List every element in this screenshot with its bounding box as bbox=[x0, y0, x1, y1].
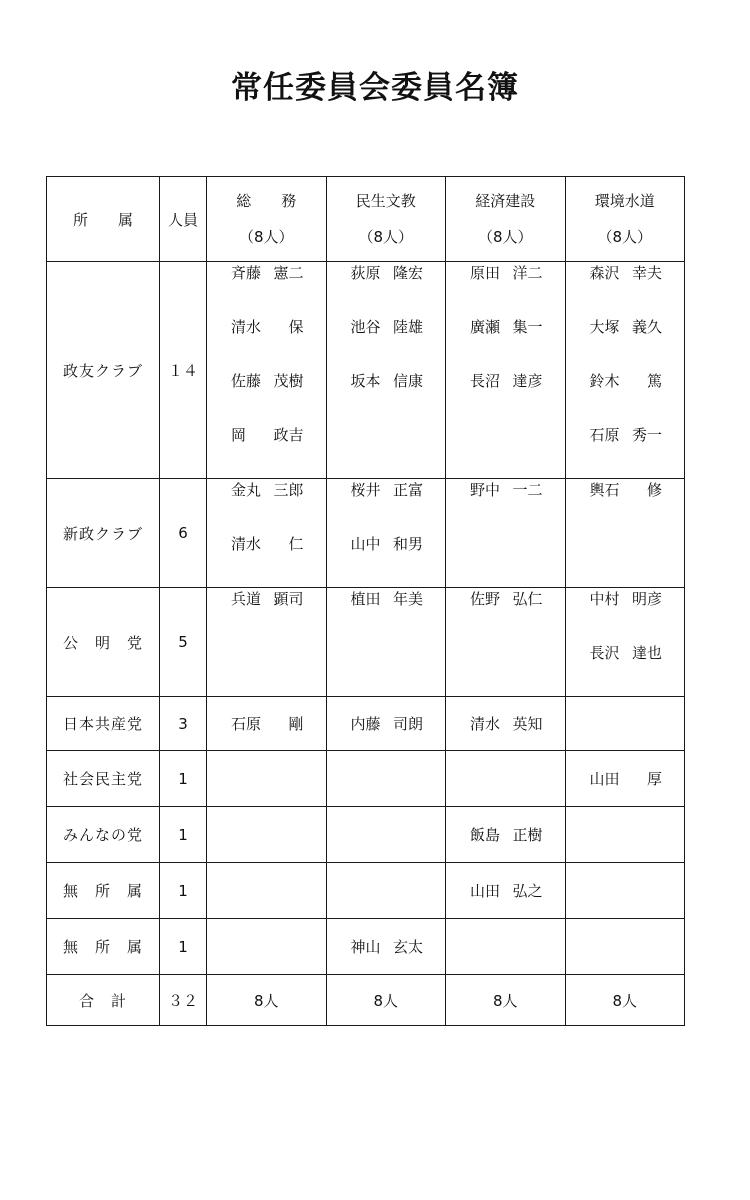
member-given-name: 茂樹 bbox=[273, 372, 304, 390]
member-surname: 佐野 bbox=[470, 590, 501, 608]
member-surname: 山中 bbox=[350, 535, 381, 553]
party-affiliation: 無 所 属 bbox=[47, 863, 160, 919]
committee-cell-minsei bbox=[326, 262, 446, 479]
committee-cell-somu bbox=[207, 919, 327, 975]
member-surname: 金丸 bbox=[231, 481, 262, 499]
member-surname: 山田 bbox=[589, 769, 620, 788]
header-affiliation-label: 所 属 bbox=[72, 210, 133, 229]
member-given-name: 三郎 bbox=[273, 481, 304, 499]
party-affiliation: 社会民主党 bbox=[47, 751, 160, 807]
committee-cell-kankyo bbox=[565, 751, 685, 807]
committee-size: （8人） bbox=[358, 228, 414, 246]
member-name bbox=[566, 588, 685, 642]
member-given-name: 秀一 bbox=[631, 426, 662, 444]
member-given-name: 司朗 bbox=[392, 714, 423, 733]
committee-cell-keizai bbox=[446, 863, 566, 919]
member-given-name: 明彦 bbox=[631, 590, 662, 608]
member-name bbox=[327, 479, 446, 533]
member-given-name: 弘仁 bbox=[512, 590, 543, 608]
member-surname: 荻原 bbox=[350, 264, 381, 282]
party-affiliation: 新政クラブ bbox=[47, 479, 160, 588]
committee-cell-somu bbox=[207, 588, 327, 697]
committee-size: （8人） bbox=[238, 228, 294, 246]
member-given-name: 政吉 bbox=[273, 426, 304, 444]
party-member-count: 1 bbox=[160, 807, 207, 863]
committee-roster-table bbox=[46, 176, 685, 1026]
total-committee-keizai: 8人 bbox=[446, 975, 566, 1026]
committee-name: 民生文教 bbox=[355, 192, 416, 210]
committee-name: 総 務 bbox=[236, 192, 297, 210]
total-count: ３２ bbox=[160, 975, 207, 1026]
committee-cell-kankyo bbox=[565, 863, 685, 919]
total-committee-somu: 8人 bbox=[207, 975, 327, 1026]
member-given-name: 信康 bbox=[392, 372, 423, 390]
committee-cell-keizai bbox=[446, 919, 566, 975]
member-given-name: 篤 bbox=[646, 372, 662, 390]
party-affiliation: みんなの党 bbox=[47, 807, 160, 863]
member-given-name: 義久 bbox=[631, 318, 662, 336]
party-row bbox=[47, 751, 685, 807]
member-surname: 山田 bbox=[470, 881, 501, 900]
member-given-name: 正樹 bbox=[512, 825, 543, 844]
header-count bbox=[160, 177, 207, 262]
member-name bbox=[327, 262, 446, 316]
header-committee-keizai bbox=[446, 177, 566, 262]
member-given-name: 英知 bbox=[512, 714, 543, 733]
committee-cell-somu bbox=[207, 751, 327, 807]
party-row bbox=[47, 919, 685, 975]
member-given-name: 厚 bbox=[646, 769, 662, 788]
committee-cell-somu bbox=[207, 863, 327, 919]
member-given-name: 玄太 bbox=[392, 937, 423, 956]
committee-name: 環境水道 bbox=[594, 192, 655, 210]
party-member-count: 3 bbox=[160, 697, 207, 751]
member-surname: 清水 bbox=[231, 318, 262, 336]
member-name bbox=[207, 479, 326, 533]
member-surname: 廣瀬 bbox=[470, 318, 501, 336]
member-surname: 佐藤 bbox=[231, 372, 262, 390]
member-given-name: 和男 bbox=[392, 535, 423, 553]
member-name bbox=[446, 262, 565, 316]
member-given-name: 弘之 bbox=[512, 881, 543, 900]
party-member-count: 1 bbox=[160, 751, 207, 807]
member-given-name: 年美 bbox=[392, 590, 423, 608]
member-name bbox=[566, 479, 685, 533]
party-affiliation: 無 所 属 bbox=[47, 919, 160, 975]
member-name bbox=[566, 262, 685, 316]
member-name bbox=[327, 713, 446, 735]
header-row bbox=[47, 177, 685, 262]
member-name bbox=[566, 316, 685, 370]
member-name bbox=[207, 262, 326, 316]
party-row bbox=[47, 807, 685, 863]
party-member-count: 6 bbox=[160, 479, 207, 588]
member-name bbox=[327, 588, 446, 642]
member-surname: 中村 bbox=[589, 590, 620, 608]
member-surname: 坂本 bbox=[350, 372, 381, 390]
member-surname: 清水 bbox=[231, 535, 262, 553]
header-affiliation bbox=[47, 177, 160, 262]
member-surname: 石原 bbox=[231, 714, 262, 733]
committee-cell-kankyo bbox=[565, 262, 685, 479]
member-name bbox=[327, 533, 446, 587]
party-affiliation: 公 明 党 bbox=[47, 588, 160, 697]
header-count-label: 人員 bbox=[167, 210, 198, 229]
party-affiliation: 政友クラブ bbox=[47, 262, 160, 479]
committee-cell-somu bbox=[207, 262, 327, 479]
member-name bbox=[207, 424, 326, 478]
page-title: 常任委員会委員名簿 bbox=[231, 70, 519, 106]
member-given-name: 洋二 bbox=[512, 264, 543, 282]
committee-cell-somu bbox=[207, 479, 327, 588]
member-surname: 石原 bbox=[589, 426, 620, 444]
member-given-name: 仁 bbox=[288, 535, 304, 553]
committee-cell-minsei bbox=[326, 919, 446, 975]
member-given-name: 隆宏 bbox=[392, 264, 423, 282]
committee-cell-somu bbox=[207, 807, 327, 863]
member-surname: 池谷 bbox=[350, 318, 381, 336]
party-member-count: 1 bbox=[160, 863, 207, 919]
member-surname: 長沼 bbox=[470, 372, 501, 390]
member-name bbox=[446, 713, 565, 735]
member-surname: 植田 bbox=[350, 590, 381, 608]
committee-cell-minsei bbox=[326, 588, 446, 697]
member-surname: 清水 bbox=[470, 714, 501, 733]
member-surname: 神山 bbox=[350, 937, 381, 956]
party-row bbox=[47, 479, 685, 588]
member-given-name: 集一 bbox=[512, 318, 543, 336]
committee-cell-kankyo bbox=[565, 919, 685, 975]
member-surname: 輿石 bbox=[589, 481, 620, 499]
member-name bbox=[446, 479, 565, 533]
committee-cell-minsei bbox=[326, 479, 446, 588]
member-name bbox=[446, 370, 565, 424]
total-committee-kankyo: 8人 bbox=[565, 975, 685, 1026]
member-name bbox=[446, 316, 565, 370]
total-committee-minsei: 8人 bbox=[326, 975, 446, 1026]
committee-size: （8人） bbox=[597, 228, 653, 246]
member-given-name: 達彦 bbox=[512, 372, 543, 390]
party-row bbox=[47, 262, 685, 479]
member-name bbox=[327, 936, 446, 958]
committee-cell-kankyo bbox=[565, 807, 685, 863]
committee-cell-kankyo bbox=[565, 588, 685, 697]
member-name bbox=[327, 316, 446, 370]
member-name bbox=[446, 824, 565, 846]
member-given-name: 顕司 bbox=[273, 590, 304, 608]
member-given-name: 達也 bbox=[631, 644, 662, 662]
committee-cell-somu bbox=[207, 697, 327, 751]
member-surname: 斉藤 bbox=[231, 264, 262, 282]
member-given-name: 陸雄 bbox=[392, 318, 423, 336]
member-surname: 大塚 bbox=[589, 318, 620, 336]
member-surname: 岡 bbox=[231, 426, 247, 444]
member-surname: 鈴木 bbox=[589, 372, 620, 390]
header-committee-somu bbox=[207, 177, 327, 262]
committee-cell-kankyo bbox=[565, 697, 685, 751]
member-name bbox=[566, 370, 685, 424]
member-surname: 内藤 bbox=[350, 714, 381, 733]
party-row bbox=[47, 697, 685, 751]
member-surname: 原田 bbox=[470, 264, 501, 282]
committee-cell-kankyo bbox=[565, 479, 685, 588]
member-name bbox=[566, 768, 685, 790]
committee-name: 経済建設 bbox=[475, 192, 536, 210]
member-name bbox=[207, 316, 326, 370]
member-given-name: 修 bbox=[646, 481, 662, 499]
committee-cell-minsei bbox=[326, 807, 446, 863]
party-row bbox=[47, 863, 685, 919]
member-name bbox=[207, 370, 326, 424]
member-name bbox=[446, 880, 565, 902]
member-name bbox=[207, 533, 326, 587]
committee-cell-minsei bbox=[326, 751, 446, 807]
committee-cell-minsei bbox=[326, 863, 446, 919]
member-surname: 森沢 bbox=[589, 264, 620, 282]
member-surname: 桜井 bbox=[350, 481, 381, 499]
member-name bbox=[327, 370, 446, 424]
party-member-count: 1 bbox=[160, 919, 207, 975]
party-row bbox=[47, 588, 685, 697]
committee-cell-keizai bbox=[446, 262, 566, 479]
member-given-name: 保 bbox=[288, 318, 304, 336]
member-surname: 野中 bbox=[470, 481, 501, 499]
party-affiliation: 日本共産党 bbox=[47, 697, 160, 751]
party-member-count: １４ bbox=[160, 262, 207, 479]
party-member-count: 5 bbox=[160, 588, 207, 697]
header-committee-kankyo bbox=[565, 177, 685, 262]
committee-cell-minsei bbox=[326, 697, 446, 751]
committee-cell-keizai bbox=[446, 697, 566, 751]
total-row bbox=[47, 975, 685, 1026]
member-name bbox=[566, 642, 685, 696]
member-name bbox=[207, 588, 326, 642]
member-surname: 飯島 bbox=[470, 825, 501, 844]
committee-cell-keizai bbox=[446, 751, 566, 807]
header-committee-minsei bbox=[326, 177, 446, 262]
member-surname: 兵道 bbox=[231, 590, 262, 608]
total-label: 合 計 bbox=[47, 975, 160, 1026]
committee-cell-keizai bbox=[446, 479, 566, 588]
committee-size: （8人） bbox=[477, 228, 533, 246]
member-given-name: 憲二 bbox=[273, 264, 304, 282]
member-given-name: 正富 bbox=[392, 481, 423, 499]
member-name bbox=[207, 713, 326, 735]
member-given-name: 剛 bbox=[288, 714, 304, 733]
member-name bbox=[566, 424, 685, 478]
committee-cell-keizai bbox=[446, 588, 566, 697]
member-surname: 長沢 bbox=[589, 644, 620, 662]
member-given-name: 一二 bbox=[512, 481, 543, 499]
member-given-name: 幸夫 bbox=[631, 264, 662, 282]
committee-cell-keizai bbox=[446, 807, 566, 863]
member-name bbox=[446, 588, 565, 642]
